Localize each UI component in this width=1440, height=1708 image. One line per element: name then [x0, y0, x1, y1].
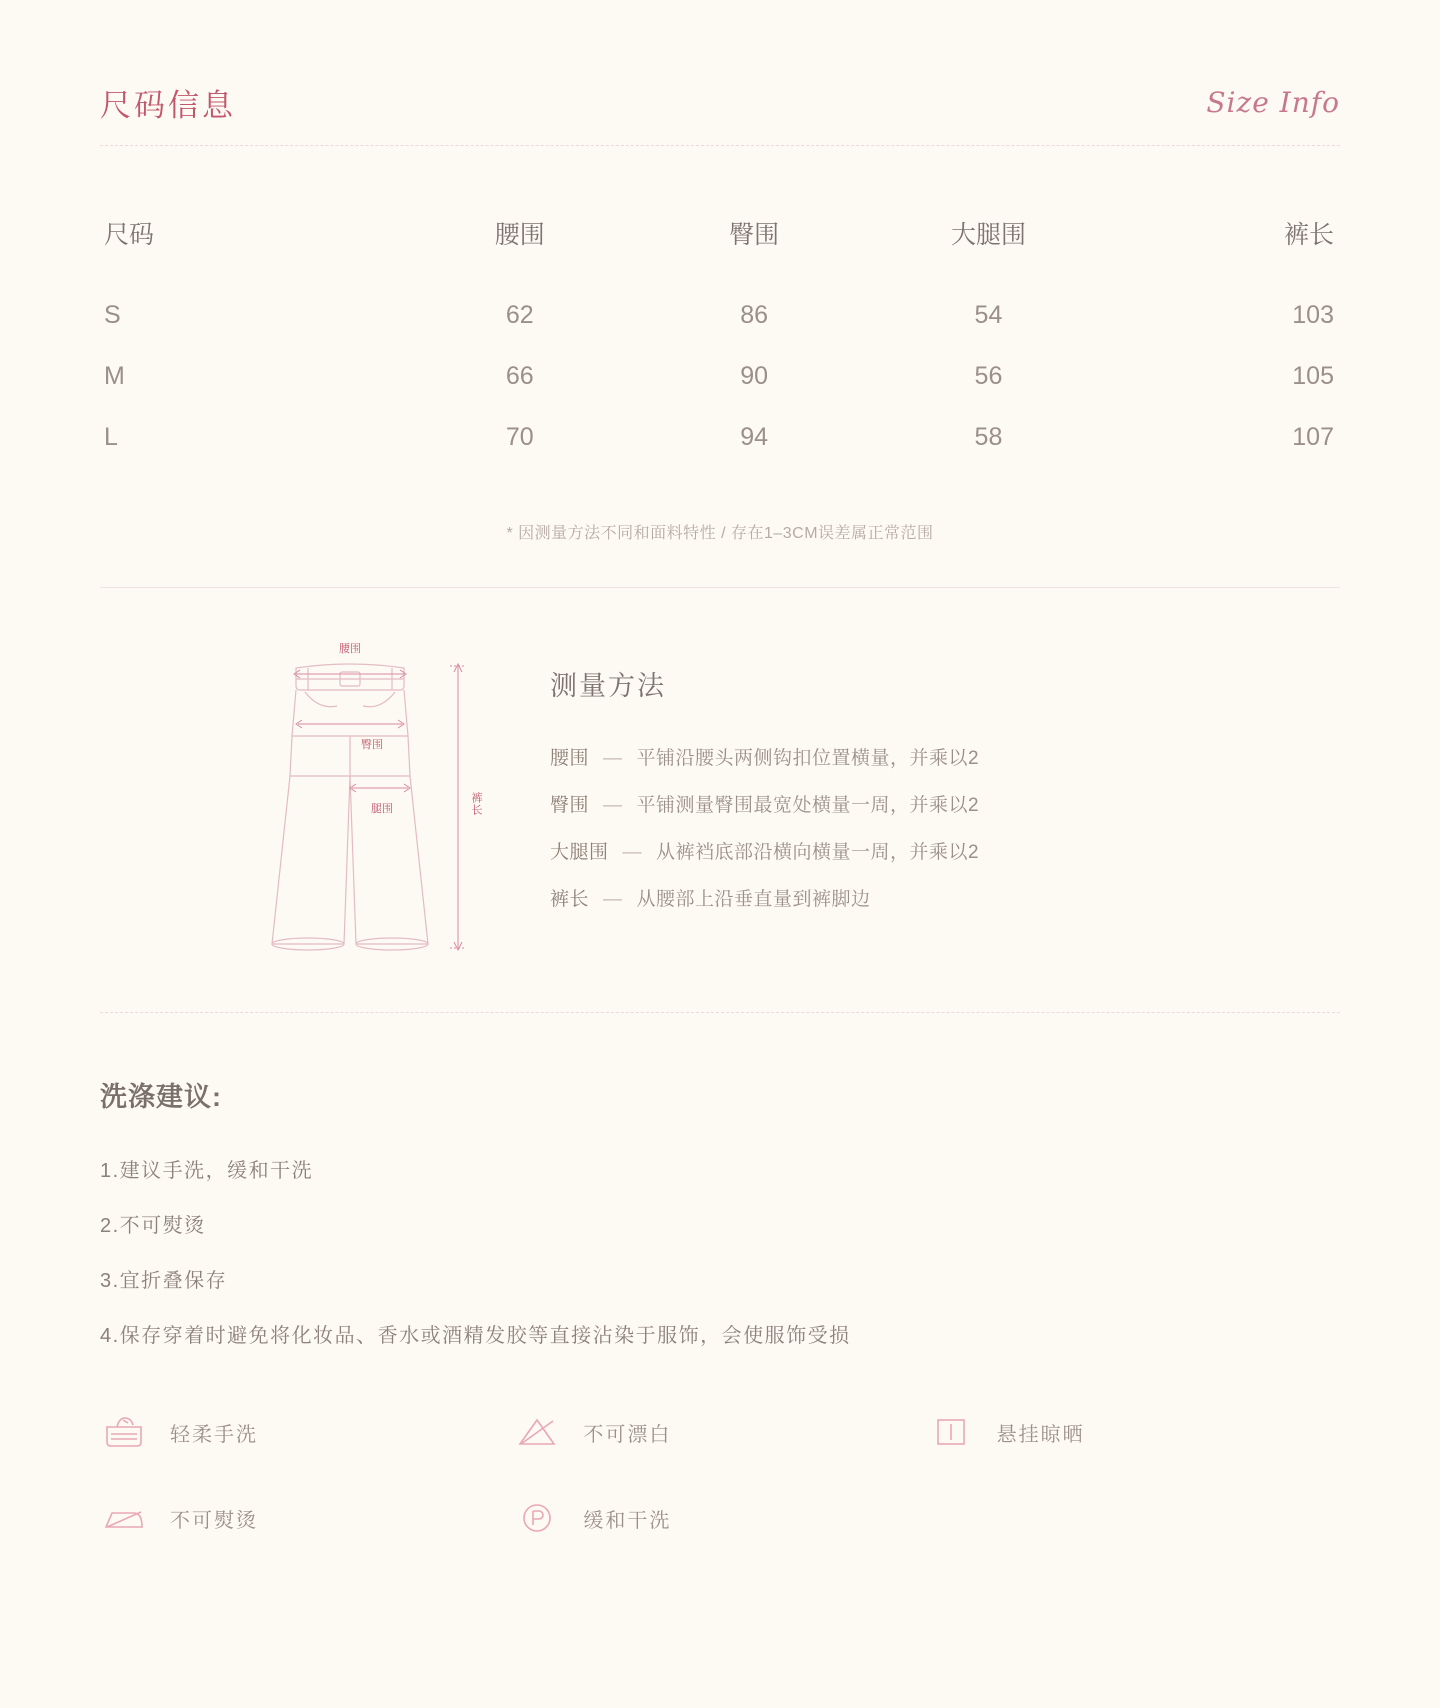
measurement-tolerance-note: * 因测量方法不同和面料特性 / 存在1–3CM误差属正常范围 [506, 525, 934, 542]
page-header [100, 0, 1340, 156]
cell-thigh: 56 [974, 362, 1003, 390]
measure-dash: — [603, 795, 623, 816]
care-item: 3.宜折叠保存 [100, 1270, 228, 1292]
measure-desc-waist: 平铺沿腰头两侧钩扣位置横量，并乘以2 [636, 748, 980, 769]
care-icon-label: 悬挂晾晒 [996, 1423, 1085, 1446]
diagram-label-length: 裤长 [470, 792, 482, 816]
measure-item-thigh [550, 837, 1340, 864]
no-bleach-icon [513, 1410, 561, 1454]
diagram-label-waist: 腰围 [339, 643, 361, 655]
care-item: 4.保存穿着时避免将化妆品、香水或酒精发胶等直接沾染于服饰，会使服饰受损 [100, 1325, 851, 1347]
care-icon-label: 轻柔手洗 [170, 1423, 258, 1446]
measure-dash: — [603, 889, 623, 910]
measure-method-block [530, 626, 1340, 931]
hand-wash-icon [100, 1410, 148, 1454]
no-iron-icon [100, 1496, 148, 1540]
cell-waist: 62 [505, 301, 534, 329]
diagram-label-hip: 臀围 [361, 739, 383, 751]
care-title: 洗涤建议: [100, 1082, 222, 1112]
page-title: 尺码信息 [100, 87, 236, 123]
size-table-section [100, 156, 1340, 588]
cell-length: 107 [1292, 423, 1334, 451]
measure-desc-hip: 平铺测量臀围最宽处横量一周，并乘以2 [636, 795, 980, 816]
care-icon-grid [100, 1410, 1340, 1540]
measure-item-waist [550, 743, 1340, 770]
measure-item-hip [550, 790, 1340, 817]
care-icon-label: 缓和干洗 [583, 1509, 672, 1532]
measure-desc-thigh: 从裤裆底部沿横向横量一周，并乘以2 [656, 842, 980, 863]
column-header-length: 裤长 [1283, 221, 1334, 249]
care-item: 2.不可熨烫 [100, 1215, 206, 1237]
measure-section [100, 588, 1340, 956]
diagram-label-thigh: 腿围 [371, 803, 393, 815]
care-icon-item [513, 1496, 926, 1540]
cell-waist: 66 [505, 362, 534, 390]
care-icon-label: 不可熨烫 [170, 1509, 258, 1532]
cell-thigh: 54 [974, 301, 1003, 329]
page-subtitle: Size Info [1206, 85, 1340, 119]
pants-measure-diagram [100, 626, 530, 956]
care-icon-item [927, 1410, 1340, 1454]
measure-method-title: 测量方法 [550, 671, 666, 701]
care-item: 1.建议手洗，缓和干洗 [100, 1160, 314, 1182]
hang-dry-icon [927, 1410, 975, 1454]
column-header-thigh: 大腿围 [950, 221, 1026, 249]
measure-term-hip: 臀围 [550, 795, 590, 816]
cell-size: S [104, 301, 121, 329]
pants-diagram-svg [100, 626, 530, 956]
table-row [100, 346, 1340, 407]
care-icon-item [100, 1496, 513, 1540]
measure-dash: — [622, 842, 643, 863]
measure-dash: — [603, 748, 623, 769]
column-header-size: 尺码 [104, 221, 155, 249]
table-row [100, 285, 1340, 346]
column-header-waist: 腰围 [494, 221, 545, 249]
cell-hip: 86 [740, 301, 769, 329]
care-section [100, 1013, 1340, 1540]
care-icon-item [513, 1410, 926, 1454]
care-icon-label: 不可漂白 [583, 1423, 672, 1446]
cell-thigh: 58 [974, 423, 1003, 451]
size-table [100, 214, 1340, 468]
measure-term-length: 裤长 [550, 889, 590, 910]
header-divider [100, 145, 1340, 146]
table-header-row [100, 214, 1340, 285]
cell-size: M [104, 362, 125, 390]
gentle-dryclean-p-icon [513, 1496, 561, 1540]
cell-hip: 90 [740, 362, 769, 390]
cell-size: L [104, 423, 118, 451]
cell-hip: 94 [740, 423, 769, 451]
table-row [100, 407, 1340, 468]
measure-desc-length: 从腰部上沿垂直量到裤脚边 [636, 889, 871, 910]
measure-term-waist: 腰围 [550, 748, 590, 769]
cell-waist: 70 [505, 423, 534, 451]
column-header-hip: 臀围 [729, 221, 780, 249]
measure-term-thigh: 大腿围 [550, 842, 609, 863]
care-icon-item [100, 1410, 513, 1454]
measure-item-length [550, 884, 1340, 911]
cell-length: 103 [1292, 301, 1334, 329]
cell-length: 105 [1292, 362, 1334, 390]
